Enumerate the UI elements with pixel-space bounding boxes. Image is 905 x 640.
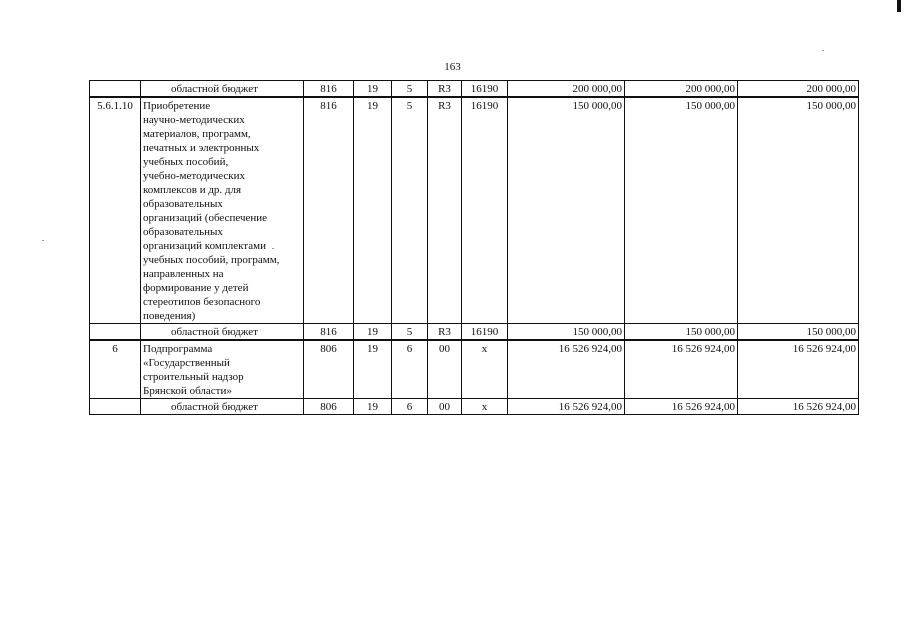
row-name: Подпрограмма «Государственный строительный надзор Брянской области» — [141, 340, 304, 399]
table-row — [90, 97, 859, 324]
table-row — [90, 340, 859, 399]
grbs-code: 806 — [304, 399, 354, 415]
row-number: 5.6.1.10 — [90, 97, 141, 324]
code-cell: 19 — [354, 324, 392, 341]
amount-cell: 16 526 924,00 — [508, 340, 625, 399]
grbs-code: 816 — [304, 97, 354, 324]
grbs-code: 816 — [304, 81, 354, 98]
table-row — [90, 399, 859, 415]
amount-cell: 150 000,00 — [625, 324, 738, 341]
code-cell: x — [462, 399, 508, 415]
row-name: областной бюджет — [141, 399, 304, 415]
amount-cell: 150 000,00 — [508, 324, 625, 341]
row-number — [90, 81, 141, 98]
amount-cell: 150 000,00 — [738, 324, 859, 341]
code-cell: 00 — [428, 399, 462, 415]
amount-cell: 200 000,00 — [738, 81, 859, 98]
row-name: Приобретение научно-методических материалов, программ, печатных и электронных учебных пособий, учебно-методических комплексов и др. для образовательных организаций (обеспечение образовательных организаций комплектами учебных пособий, программ, направленных на формирование у детей стереотипов безопасного поведения) — [141, 97, 304, 324]
code-cell: R3 — [428, 324, 462, 341]
row-name: областной бюджет — [141, 324, 304, 341]
amount-cell: 16 526 924,00 — [508, 399, 625, 415]
code-cell: 19 — [354, 340, 392, 399]
row-name: областной бюджет — [141, 81, 304, 98]
amount-cell: 16 526 924,00 — [738, 399, 859, 415]
code-cell: 6 — [392, 399, 428, 415]
row-number: 6 — [90, 340, 141, 399]
code-cell: 16190 — [462, 81, 508, 98]
code-cell: 19 — [354, 399, 392, 415]
scan-edge-mark — [897, 0, 901, 12]
code-cell: 5 — [392, 97, 428, 324]
code-cell: 5 — [392, 324, 428, 341]
amount-cell: 16 526 924,00 — [738, 340, 859, 399]
code-cell: 6 — [392, 340, 428, 399]
amount-cell: 150 000,00 — [625, 97, 738, 324]
scan-speck — [42, 240, 44, 241]
grbs-code: 816 — [304, 324, 354, 341]
amount-cell: 16 526 924,00 — [625, 340, 738, 399]
grbs-code: 806 — [304, 340, 354, 399]
amount-cell: 16 526 924,00 — [625, 399, 738, 415]
amount-cell: 200 000,00 — [625, 81, 738, 98]
row-number — [90, 399, 141, 415]
table-row — [90, 81, 859, 98]
code-cell: R3 — [428, 97, 462, 324]
code-cell: 19 — [354, 81, 392, 98]
amount-cell: 150 000,00 — [738, 97, 859, 324]
code-cell: R3 — [428, 81, 462, 98]
budget-table — [89, 80, 859, 415]
scan-speck — [822, 50, 824, 51]
code-cell: 5 — [392, 81, 428, 98]
code-cell: 00 — [428, 340, 462, 399]
code-cell: x — [462, 340, 508, 399]
code-cell: 16190 — [462, 324, 508, 341]
code-cell: 19 — [354, 97, 392, 324]
table-row — [90, 324, 859, 341]
amount-cell: 150 000,00 — [508, 97, 625, 324]
page-number: 163 — [444, 61, 461, 73]
amount-cell: 200 000,00 — [508, 81, 625, 98]
code-cell: 16190 — [462, 97, 508, 324]
row-number — [90, 324, 141, 341]
